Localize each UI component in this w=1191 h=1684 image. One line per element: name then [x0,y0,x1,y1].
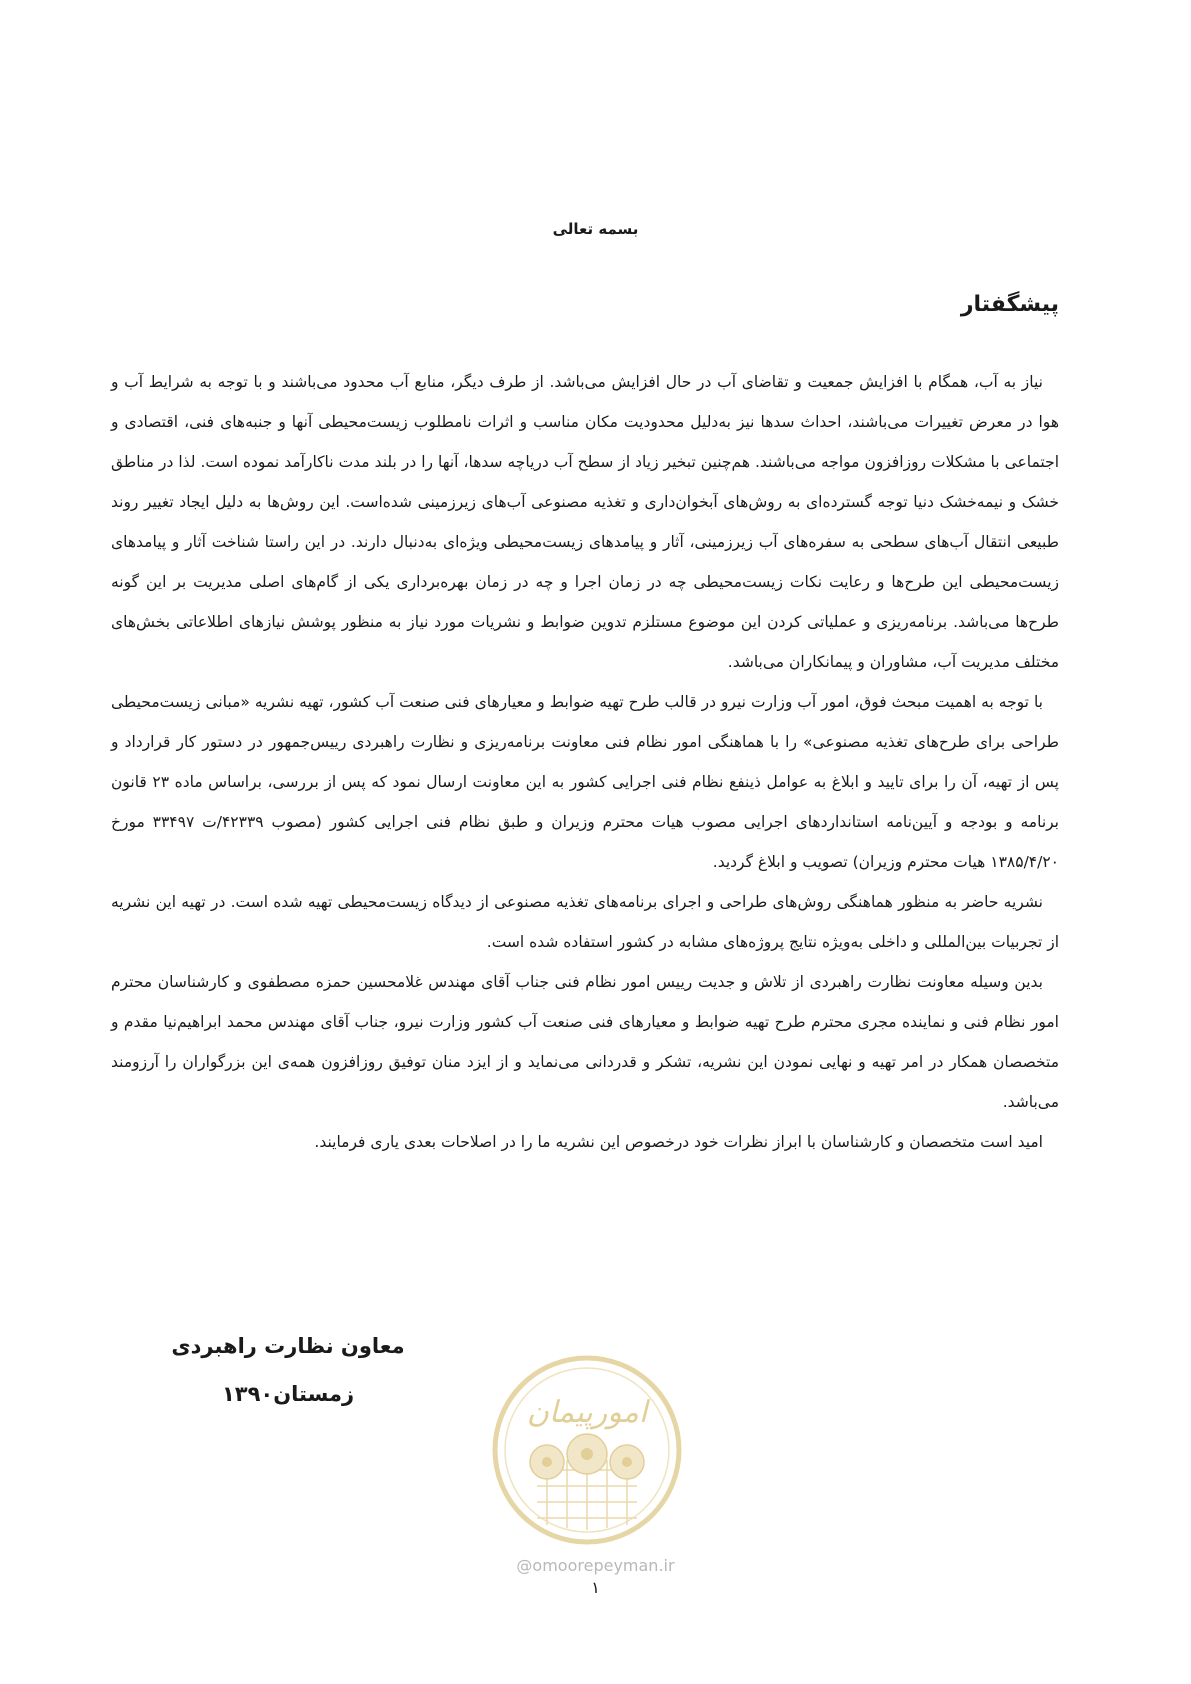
signature-block [168,1322,408,1418]
signature-date: زمستان۱۳۹۰ [221,1382,355,1406]
paragraph: نشریه حاضر به منظور هماهنگی روش‌های طراحی و اجرای برنامه‌های تغذیه مصنوعی از دیدگاه زیست‌محیطی تهیه شده است. در تهیه این نشریه از تجربیات بین‌المللی و داخلی به‌ویژه نتایج پروژه‌های مشابه در کشور استفاده شده است. [111,893,1059,951]
page-number: ۱ [591,1578,600,1597]
body-text [111,362,1059,1162]
basmala: بسمه تعالی [552,220,639,238]
page-title: پیشگفتار [960,292,1059,317]
watermark-url: @omoorepeyman.ir [516,1556,675,1575]
paragraph: نیاز به آب، همگام با افزایش جمعیت و تقاضای آب در حال افزایش می‌باشد. از طرف دیگر، منابع آب محدود می‌باشند و با توجه به شرایط آب و هوا در معرض تغییرات می‌باشند، احداث سدها نیز به‌دلیل محدودیت مکان مناسب و اثرات نامطلوب زیست‌محیطی آنها و جنبه‌های فنی، اقتصادی و اجتماعی با مشکلات روزافزون مواجه می‌باشند. هم‌چنین تبخیر زیاد از سطح آب دریاچه سدها، آنها را در بلند مدت ناکارآمد نموده است. لذا در مناطق خشک و نیمه‌خشک دنیا توجه گسترده‌ای به روش‌های آبخوان‌داری و تغذیه مصنوعی آب‌های زیرزمینی شده‌است. این روش‌ها به دلیل ایجاد تغییر روند طبیعی انتقال آب‌های سطحی به سفره‌های آب زیرزمینی، آثار و پیامدهای زیست‌محیطی ویژه‌ای به‌دنبال دارند. در این راستا شناخت آثار و پیامدهای زیست‌محیطی این طرح‌ها و رعایت نکات زیست‌محیطی چه در زمان اجرا و چه در زمان بهره‌برداری یکی از گام‌های اصلی مدیریت بر این گونه طرح‌ها می‌باشد. برنامه‌ریزی و عملیاتی کردن این موضوع مستلزم تدوین ضوابط و نشریات مورد نیاز به منظور پوشش نیازهای اطلاعاتی بخش‌های مختلف مدیریت آب، مشاوران و پیمانکاران می‌باشد. [111,373,1059,671]
paragraph: امید است متخصصان و کارشناسان با ابراز نظرات خود درخصوص این نشریه ما را در اصلاحات بعدی یاری فرمایند. [314,1133,1043,1151]
signature-title: معاون نظارت راهبردی [171,1334,405,1358]
paragraph: بدین وسیله معاونت نظارت راهبردی از تلاش و جدیت رییس امور نظام فنی جناب آقای مهندس غلامحسین حمزه مصطفوی و کارشناسان محترم امور نظام فنی و نماینده مجری محترم طرح تهیه ضوابط و معیارهای فنی صنعت آب کشور وزارت نیرو، جناب آقای مهندس محمد ابراهیم‌نیا مقدم و متخصصان همکار در امر تهیه و نهایی نمودن این نشریه، تشکر و قدردانی می‌نماید و از ایزد منان توفیق روزافزون همه‌ی این بزرگواران را آرزومند می‌باشد. [111,973,1059,1111]
seal-graphic [487,1350,687,1550]
seal-watermark-icon [487,1350,687,1550]
seal-text: امورپیمان [526,1395,648,1430]
paragraph: با توجه به اهمیت مبحث فوق، امور آب وزارت نیرو در قالب طرح تهیه ضوابط و معیارهای فنی صنعت آب کشور، تهیه نشریه «مبانی زیست‌محیطی طراحی برای طرح‌های تغذیه مصنوعی» را با هماهنگی امور نظام فنی معاونت برنامه‌ریزی و نظارت راهبردی رییس‌جمهور در دستور کار قرارداد و پس از تهیه، آن را برای تایید و ابلاغ به عوامل ذینفع نظام فنی اجرایی کشور به این معاونت ارسال نمود که پس از بررسی، براساس ماده ۲۳ قانون برنامه و بودجه و آیین‌نامه استانداردهای اجرایی مصوب هیات محترم وزیران و طبق نظام فنی اجرایی کشور (مصوب ۴۲۳۳۹/ت ۳۳۴۹۷ مورخ ۱۳۸۵/۴/۲۰ هیات محترم وزیران) تصویب و ابلاغ گردید. [111,693,1060,871]
